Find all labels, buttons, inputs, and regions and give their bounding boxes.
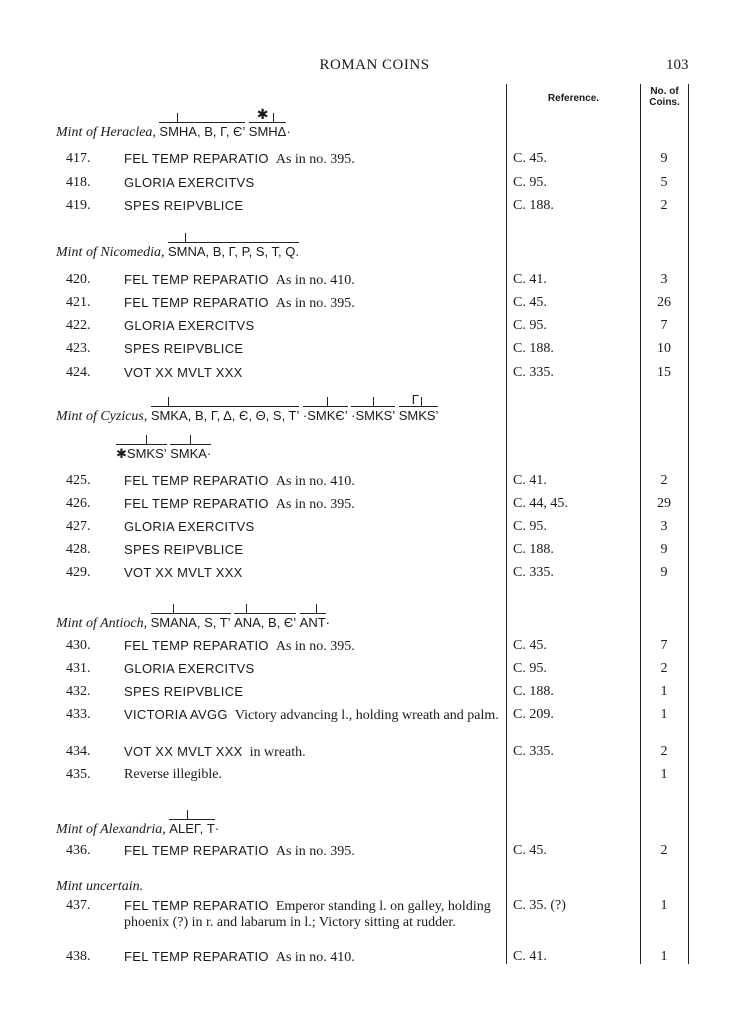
mintmark-group: SMHA, B, Γ, Є’ [159, 122, 245, 139]
entry-reference: C. 188. [513, 341, 554, 356]
entry-legend [124, 318, 504, 335]
entry-count: 7 [660, 638, 668, 653]
entry-reference: C. 45. [513, 151, 547, 166]
entry-number: 422. [66, 318, 91, 333]
mint-label: Mint of Nicomedia, [56, 245, 165, 260]
entry-number: 424. [66, 365, 91, 380]
mint-label: Mint of Heraclea, [56, 125, 156, 140]
entry-count: 1 [660, 949, 668, 964]
mintmark-group: ·SMKS’ [351, 406, 395, 423]
entry-count: 1 [660, 684, 668, 699]
mintmark-bar [168, 397, 169, 407]
entry-description: Reverse illegible. [124, 767, 222, 782]
entry-description: As in no. 410. [275, 474, 355, 489]
entry-description: As in no. 395. [275, 296, 355, 311]
entry-legend [124, 496, 504, 513]
entry-reference: C. 209. [513, 707, 554, 722]
entry-legend [124, 198, 504, 215]
entry-legend [124, 365, 504, 382]
mintmark-bar [146, 435, 147, 445]
reverse-inscription: VOT XX MVLT XXX [124, 365, 243, 380]
entry-description: As in no. 395. [275, 497, 355, 512]
entry-count: 3 [660, 519, 668, 534]
mintmark-group: SMNA, B, Γ, P, S, T, Q. [168, 242, 299, 259]
entry-description: Emperor standing l. on galley, holding phoenix (?) in r. and labarum in l.; Victory sitting at rudder. [124, 899, 491, 930]
mintmark-group: ✱SMKS’ [116, 444, 167, 461]
entry-legend [124, 473, 504, 490]
reverse-inscription: FEL TEMP REPARATIO [124, 473, 269, 488]
reverse-inscription: SPES REIPVBLICE [124, 684, 244, 699]
mint-label: Mint of Antioch, [56, 616, 148, 631]
mintmark-group: SMKA· [170, 444, 211, 461]
gamma-symbol: Γ [411, 392, 419, 407]
mint-uncertain-heading: Mint uncertain. [56, 879, 144, 894]
coins-column-header [641, 86, 688, 108]
column-rule-left [506, 84, 507, 964]
mintmark-group: ALEΓ, T [169, 819, 214, 836]
entry-number: 428. [66, 542, 91, 557]
coins-column-header-line1: No. of [650, 86, 679, 97]
entry-reference: C. 335. [513, 565, 554, 580]
reverse-inscription: GLORIA EXERCITVS [124, 519, 255, 534]
entry-count: 2 [660, 843, 668, 858]
entry-number: 420. [66, 272, 91, 287]
entry-count: 9 [660, 151, 668, 166]
entry-legend [124, 151, 504, 168]
mintmark-bar [373, 397, 374, 407]
mintmark-bar [316, 604, 317, 614]
reverse-inscription: FEL TEMP REPARATIO [124, 151, 269, 166]
mint-alexandria-heading: Mint of Alexandria, ALEΓ, T· [56, 809, 219, 838]
entry-reference: C. 95. [513, 318, 547, 333]
mintmark-bar [177, 113, 178, 123]
reverse-inscription: FEL TEMP REPARATIO [124, 949, 269, 964]
entry-number: 419. [66, 198, 91, 213]
reverse-inscription: SPES REIPVBLICE [124, 542, 244, 557]
entry-reference: C. 35. (?) [513, 898, 566, 913]
reverse-inscription: VOT XX MVLT XXX [124, 565, 243, 580]
reverse-inscription: SPES REIPVBLICE [124, 198, 244, 213]
mintmark-group: ANT [300, 613, 326, 630]
mintmark-group: Γ SMKS’ [398, 392, 439, 423]
entry-count: 1 [660, 898, 668, 913]
entry-legend [124, 565, 504, 582]
reverse-inscription: FEL TEMP REPARATIO [124, 272, 269, 287]
entry-number: 435. [66, 767, 91, 782]
mintmark-bar [187, 810, 188, 820]
entry-count: 7 [660, 318, 668, 333]
entry-number: 418. [66, 175, 91, 190]
mintmark-bar [173, 604, 174, 614]
reference-column-header: Reference. [547, 93, 600, 104]
entry-legend [124, 744, 504, 761]
column-rule-right [688, 84, 689, 964]
entry-description: As in no. 395. [275, 844, 355, 859]
entry-reference: C. 41. [513, 473, 547, 488]
entry-count: 15 [657, 365, 671, 380]
entry-reference: C. 45. [513, 843, 547, 858]
entry-reference: C. 41. [513, 949, 547, 964]
entry-description: in wreath. [249, 745, 306, 760]
entry-number: 427. [66, 519, 91, 534]
entry-description: As in no. 395. [275, 152, 355, 167]
entry-reference: C. 95. [513, 175, 547, 190]
entry-reference: C. 335. [513, 365, 554, 380]
entry-count: 5 [660, 175, 668, 190]
entry-number: 438. [66, 949, 91, 964]
entry-legend [124, 519, 504, 536]
entry-reference: C. 188. [513, 684, 554, 699]
star-symbol: ✱ [256, 106, 269, 122]
entry-number: 432. [66, 684, 91, 699]
mint-cyzicus-heading-cont [116, 434, 211, 463]
entry-number: 430. [66, 638, 91, 653]
reverse-inscription: GLORIA EXERCITVS [124, 318, 255, 333]
mint-cyzicus-heading [56, 392, 439, 425]
entry-count: 26 [657, 295, 671, 310]
entry-legend [124, 661, 504, 678]
mintmark-group: ✱ SMHΔ [248, 106, 287, 139]
page-number: 103 [666, 57, 689, 73]
entry-count: 2 [660, 661, 668, 676]
entry-number: 425. [66, 473, 91, 488]
entry-number: 417. [66, 151, 91, 166]
reverse-inscription: FEL TEMP REPARATIO [124, 496, 269, 511]
mint-antioch-heading: Mint of Antioch, SMANA, S, T’ ANA, B, Є’ ANT· [56, 603, 330, 632]
entry-reference: C. 95. [513, 661, 547, 676]
entry-legend [124, 898, 504, 931]
entry-reference: C. 95. [513, 519, 547, 534]
entry-reference: C. 45. [513, 638, 547, 653]
mintmark-group: SMANA, S, T’ [151, 613, 231, 630]
mint-nicomedia-heading [56, 232, 299, 261]
entry-number: 437. [66, 898, 91, 913]
mint-heraclea-heading: Mint of Heraclea, SMHA, B, Γ, Є’ ✱ SMHΔ· [56, 106, 291, 140]
entry-legend [124, 767, 504, 783]
entry-reference: C. 188. [513, 198, 554, 213]
entry-reference: C. 44, 45. [513, 496, 568, 511]
entry-legend [124, 949, 504, 966]
reverse-inscription: FEL TEMP REPARATIO [124, 638, 269, 653]
entry-legend [124, 542, 504, 559]
reverse-inscription: VICTORIA AVGG [124, 707, 228, 722]
entry-legend [124, 843, 504, 860]
entry-count: 2 [660, 473, 668, 488]
mint-label: Mint of Alexandria, [56, 822, 166, 837]
reverse-inscription: SPES REIPVBLICE [124, 341, 244, 356]
entry-count: 9 [660, 542, 668, 557]
entry-description: Victory advancing l., holding wreath and palm. [234, 708, 499, 723]
entry-reference: C. 41. [513, 272, 547, 287]
entry-count: 1 [660, 707, 668, 722]
entry-description: As in no. 410. [275, 273, 355, 288]
entry-legend [124, 272, 504, 289]
mintmark-bar [190, 435, 191, 445]
reverse-inscription: GLORIA EXERCITVS [124, 661, 255, 676]
entry-number: 426. [66, 496, 91, 511]
entry-description: As in no. 395. [275, 639, 355, 654]
mintmark-bar [327, 397, 328, 407]
entry-number: 423. [66, 341, 91, 356]
entry-legend [124, 341, 504, 358]
mintmark-group: ANA, B, Є’ [234, 613, 296, 630]
mintmark-bar [185, 233, 186, 243]
entry-count: 10 [657, 341, 671, 356]
entry-count: 2 [660, 744, 668, 759]
entry-description: As in no. 410. [275, 950, 355, 965]
reverse-inscription: VOT XX MVLT XXX [124, 744, 243, 759]
mint-label: Mint of Cyzicus, [56, 409, 148, 424]
entry-reference: C. 335. [513, 744, 554, 759]
entry-count: 2 [660, 198, 668, 213]
entry-legend [124, 175, 504, 192]
entry-count: 9 [660, 565, 668, 580]
entry-count: 3 [660, 272, 668, 287]
entry-count: 29 [657, 496, 671, 511]
entry-legend [124, 638, 504, 655]
entry-legend [124, 684, 504, 701]
entry-number: 421. [66, 295, 91, 310]
entry-reference: C. 188. [513, 542, 554, 557]
mintmark-bar [246, 604, 247, 614]
mintmark-bar [273, 113, 274, 123]
entry-number: 434. [66, 744, 91, 759]
entry-number: 436. [66, 843, 91, 858]
entry-number: 431. [66, 661, 91, 676]
entry-reference: C. 45. [513, 295, 547, 310]
mintmark-bar [421, 397, 422, 407]
entry-legend [124, 295, 504, 312]
mintmark-group: ·SMKЄ’ [303, 406, 348, 423]
entry-number: 429. [66, 565, 91, 580]
reverse-inscription: GLORIA EXERCITVS [124, 175, 255, 190]
reverse-inscription: FEL TEMP REPARATIO [124, 295, 269, 310]
page-header-title: ROMAN COINS [319, 57, 430, 73]
entry-number: 433. [66, 707, 91, 722]
reverse-inscription: FEL TEMP REPARATIO [124, 843, 269, 858]
entry-legend [124, 707, 504, 724]
coins-column-header-line2: Coins. [649, 97, 680, 108]
mintmark-group: SMKA, B, Γ, Δ, Є, Θ, S, T’ [151, 406, 300, 423]
reverse-inscription: FEL TEMP REPARATIO [124, 898, 269, 913]
entry-count: 1 [660, 767, 668, 782]
